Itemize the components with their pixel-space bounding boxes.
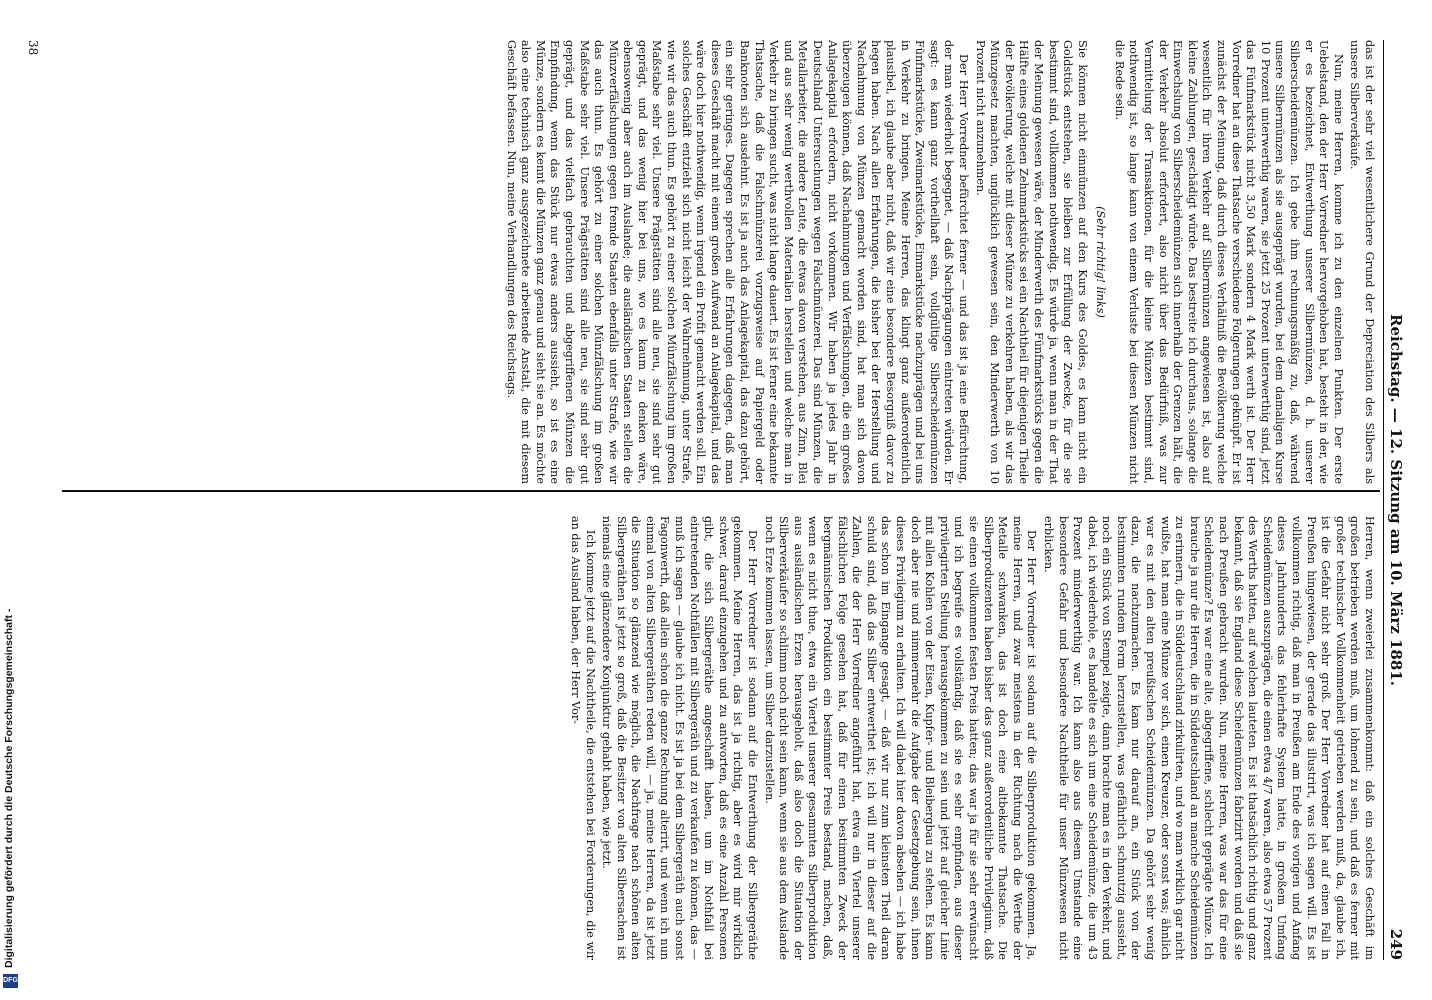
paragraph: Sie können nicht einmünzen auf den Kurs des Goldes, es kann nicht ein Goldstück entstehen, sie bleiben zur Erfüllung der Zwecke, für die sie bestimmt sind, vollkommen nothwendig. Es würde ja, wenn man in der That der Meinung gewesen wäre, der Minderwerth des Fünfmarkstücks gegen die Hälfte eines goldenen Zehnmarkstücks sei ein Nachtheil für diejenigen Theile der Bevölkerung, welche mit dieser Münze zu verkehren haben, als wir das Münzgesetz machten, unglücklich gewesen sein, den Minderwerth von 10 Prozent nicht anzunehmen. <box>973 40 1089 484</box>
paragraph: Nun, meine Herren, komme ich zu den einzelnen Punkten. Der erste Uebelstand, den der Herr Vorredner hervorgehoben hat, besteht in der, wie er es bezeichnet, Entwerthung unserer Silbermünzen, d. h. unserer Silberscheidemünzen. Ich gebe ihm rechnungsmäßig zu, daß, während unsere Silbermünzen als sie ausgeprägt wurden, bei dem damaligen Kurse 10 Prozent unterwerthig waren, sie jetzt 25 Prozent unterwerthig sind, jetzt das Fünfmarkstück nicht 3,50 Mark sondern 4 Mark werth ist. Der Herr Vorredner hat an diese Thatsache verschiedene Folgerungen geknüpft. Er ist zunächst der Meinung, daß durch dieses Verhältniß die Bevölkerung welche wesentlich für ihren Verkehr auf Silbermünzen angewiesen ist, also auf kleine Zahlungen, geschädigt würde. Das bestreite ich durchaus, solange die Einwechslung von Silberscheidemünzen sich innerhalb der Grenzen hält, die der Verkehr absolut erfordert, also nicht über das Bedürfniß, was zur Vermittelung der Transaktionen, für die kleine Münzen bestimmt sind, nothwendig ist, so lange kann von einem Verluste bei diesen Münzen nicht die Rede sein. <box>1112 40 1345 484</box>
paragraph: Der Herr Vorredner ist sodann auf die Silberproduktion gekommen. Ja, meine Herren, und zwar meistens in der Richtung nach die Werthe der Metalle schwanken, das ist doch eine altbekannte Thatsache. Die Silberproduzenten haben bisher das ganz außerordentliche Privilegium, daß sie einen vollkommen festen Preis hatten; das war ja für sie sehr erwünscht und ich begreife es vollständig, daß sie es sehr empfinden, aus dieser privilegirten Stellung herausgekommen zu sein und jetzt auf gleicher Linie mit allen Kohlen von der Eisen, Kupfer- und Bleibergbau zu stehen. Es kann doch aber nie und nimmermehr die Aufgabe der Gesetzgebung sein, ihnen dieses Privilegium zu erhalten. Ich will dabei hier davon absehen — ich habe das schon im Eingange gesagt, — daß wir nur zum kleinsten Theil daran schuld sind, daß das Silber entwerthet ist; ich will nur in dieser auf die Zahlen, die der Herr Vorredner angeführt hat, etwa ein Viertel unserer fälschlichen Folge gesehen hat, daß für einen bestimmten Zweck der bergmännischen Produktion ein bestimmter Preis bestand, machen, daß, wenn es nicht thue, etwa ein Viertel unserer gesammten Silberproduktion aus ausländischen Erzen herausgeholt, daß also doch die Situation der Silberverkäufer so schlimm noch nicht sein kann, wenn sie aus dem Auslande noch Erze kommen lassen, um Silber darzustellen. <box>762 516 1039 960</box>
right-column <box>70 516 1376 960</box>
column-divider <box>62 490 1380 492</box>
sheet-signature: 38 <box>26 40 40 56</box>
dfg-logo: DFG <box>3 974 18 988</box>
running-header <box>1383 40 1406 960</box>
paragraph: Der Herr Vorredner ist sodann auf die Entwerthung der Silbergeräthe gekommen. Meine Herren, das ist ja richtig, aber es wird mir wirklich schwer, darauf einzugehen und zu antworten, daß es eine Anzahl Personen gibt, die sich Silbergeräthe angeschafft haben, um im Nothfall bei eintretenden Nothfällen mit Silbergeräth und zu verkaufen zu können, das — muß ich sagen — glaube ich nicht. Es ist ja bei dem Silbergeräth auch sonst Fagonwerth, daß allein schon die ganze Rechnung alterirt, und wenn ich nun einmal von alten Silbergeräthen reden will, — ja, meine Herren, da ist jetzt die Situation so glänzend wie möglich, die Nachfrage nach schönen alten Silbergeräthen ist jetzt so groß, daß die Besitzer von alten Silbersachen ist niemals eine glänzendere Konjunktur gehabt haben, wie jetzt. <box>600 516 760 960</box>
paragraph: Ich komme jetzt auf die Nachtheile, die entstehen bei Forderungen, die wir an das Ausland haben, der Herr Vor- <box>568 516 597 960</box>
left-column <box>70 40 1376 484</box>
header-title: Reichstag. — 12. Sitzung am 10. März 1881. <box>1387 314 1405 686</box>
page-number: 249 <box>1387 928 1405 960</box>
digitization-sidebar <box>0 0 22 1000</box>
interjection: (Sehr richtig! links) <box>1094 206 1108 318</box>
dfg-credit <box>3 608 19 968</box>
paragraph: Der Herr Vorredner befürchtet ferner — und das ist ja eine Befürchtung, der man wiederholt begegnet, — daß Nachprägungen eintreten würden. Er sagt: es kann ganz vortheilhaft sein, vollgültige Silberscheidemünzen Fünfmarkstücke, Zweimarkstücke, Einmarkstücke nachzuprägen und bei uns in Verkehr zu bringen. Meine Herren, das klingt ganz außerordentlich plausibel, ich glaube aber nicht, daß wir eine besondere Besorgniß davor zu hegen haben. Nach allen Erfahrungen, die bisher bei der Herstellung und Nachahmung von Münzen gemacht worden sind, hat man sich davon überzeugen können, daß Nachahmungen und Verfälschungen, die ein großes Anlagekapital erfordern, nicht vorkommen. Wir haben ja jedes Jahr in Deutschland Untersuchungen wegen Falschmünzerei. Das sind Münzen, die Metallarbeiter, die andere Leute, die etwas davon verstehen, aus Zinn, Blei und aus sehr wenig werthvollen Materialien herstellen und welche man in Verkehr zu bringen sucht, was nicht lange dauert. Es ist ferner eine bekannte Thatsache, daß die Falschmünzerei vorzugsweise auf Papiergeld oder Banknoten sich ausdehnt. Es ist ja auch das Anlagekapital, das dazu gehört, ein sehr geringes. Dagegen sprechen alle Erfahrungen dagegen, daß man dieses Geschäft macht mit einem großen Aufwand an Anlagekapital, und das wäre doch hier nothwendig, wenn irgend ein Profit gemacht werden soll. Ein solches Geschäft entzieht sich nicht leicht der Wahrnehmung, unter Strafe, wie wir das auch thun. Es gehört zu einer solchen Münzfälschung im großen Maßstabe sehr viel. Unsere Prägstätten sind alle neu, sie sind sehr gut geprägt, und das wenig hier bei uns, wo es kaum zu denken wäre, ebensowenig aber auch im Auslande; die ausländischen Staaten stellen die Münzverfälschungen gegen fremde Staaten ebenfalls unter Strafe, wie wir das auch thun. Es gehört zu einer solchen Münzfälschung im großen Maßstabe sehr viel. Unsere Prägstätten sind alle neu, sie sind sehr gut geprägt, und das vielfach gebrauchten und abgegriffenen Münzen die Empfindung, wenn das Stück nur etwas anders aussieht, so ist es eine Münze, sondern es kennt die Münzen ganz genau und sieht sie an. Es möchte also eine technisch ganz ausgezeichnete arbeitende Anstalt, die mit diesem Geschäft befassen. Nun, meine Verhandlungen des Reichstags. <box>504 40 970 484</box>
credit-text: Digitalisierung gefördert durch die Deutsche Forschungsgemeinschaft - <box>3 608 15 968</box>
paragraph: Herren, wenn zweierlei zusammenkommt: daß ein solches Geschäft im großen betrieben werden muß, um lohnend zu sein, und daß es ferner mit großer technischer Vollkommenheit getrieben werden muß, da, glaube ich, ist die Gefahr nicht sehr groß. Der Herr Vorredner hat auf einen Fall in Preußen hingewiesen, der gerade das illustrirt, was ich sagen will. Es ist vollkommen richtig, daß man in Preußen am Ende des vorigen und Anfang dieses Jahrhunderts das fehlerhafte System hatte, in großem Umfang Scheidemünzen auszuprägen, die einen etwa 4/7 waren, also etwa 57 Prozent des Werths hatten, auf welchen lauteten. Es ist thatsächlich richtig und ganz bekannt, daß sie England diese Scheidemünzen fabrizirt worden und daß sie nach Preußen gebracht wurden. Nun, meine Herren, was war das für eine Scheidemünze? Es war eine alte, abgegriffene, schlecht geprägte Münze. Ich brauche ja nur die Herren, die in Süddeutschland an manche Scheidemünzen zu erinnern, die in Süddeutschland zirkulirten, und wo man wirklich gar nicht wußte, hat man eine Münze vor sich, einen Kreuzer, oder sonst was; ähnlich war es mit den alten preußischen Scheidemünzen. Da gehört sehr wenig dazu, die nachzumachen. Es kam nur darauf an, ein Stück von der bestimmten rundem Form herzustellen, was gefährlich schmutzig aussieht, noch ein Stück von Stempel zeigte, dann brachte man es in den Verkehr, und dabei, ich wiederhole, es handelte es sich um eine Scheidemünze, die um 43 Prozent minderwerthig war. Ich kann also aus diesem Umstande eine besondere Gefahr und besondere Nachtheile für unser Münzwesen nicht erblicken. <box>1041 516 1376 960</box>
paragraph: das ist der sehr viel wesentlichere Grund der Depreciation des Silbers als unsere Silberverkäufe. <box>1348 40 1376 484</box>
